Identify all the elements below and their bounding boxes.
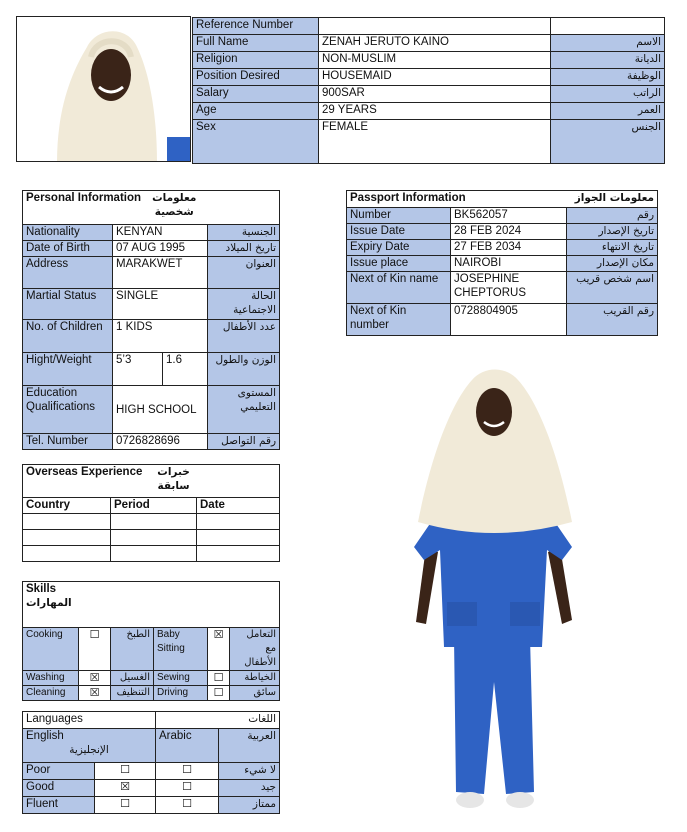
arabic-label: Arabic [156, 729, 219, 763]
skills-title: Skills [26, 583, 57, 595]
skill-cooking-checkbox[interactable]: ☐ [79, 628, 111, 671]
passport-number-ar: رقم [567, 208, 658, 224]
kin-number-label: Next of Kin number [347, 304, 451, 336]
table-row [23, 320, 280, 353]
table-row [23, 628, 280, 671]
sex-label: Sex [193, 120, 319, 164]
period-header: Period [111, 498, 197, 514]
portrait-photo [16, 16, 191, 162]
skills-header [23, 582, 280, 628]
arabic-fluent-checkbox[interactable]: ☐ [156, 797, 219, 814]
overseas-table [22, 464, 280, 562]
table-row [23, 763, 280, 780]
country-header: Country [23, 498, 111, 514]
languages-title-ar: اللغات [156, 712, 280, 729]
english-fluent-checkbox[interactable]: ☐ [95, 797, 156, 814]
height-weight-ar: الوزن والطول [208, 353, 280, 386]
passport-number-label: Number [347, 208, 451, 224]
nationality-value: KENYAN [113, 225, 208, 241]
education-value: HIGH SCHOOL [113, 386, 208, 434]
date-header: Date [197, 498, 280, 514]
table-row [193, 69, 665, 86]
table-row [23, 546, 280, 562]
sex-ar: الجنس [551, 120, 665, 164]
table-row [193, 86, 665, 103]
table-row [347, 272, 658, 304]
passport-header [347, 191, 658, 208]
level-good-label: Good [23, 780, 95, 797]
address-value: MARAKWET [113, 257, 208, 289]
table-row [347, 224, 658, 240]
issue-place-label: Issue place [347, 256, 451, 272]
age-ar: العمر [551, 103, 665, 120]
passport-title-ar: معلومات الجواز [574, 192, 655, 204]
issue-date-label: Issue Date [347, 224, 451, 240]
table-row [23, 729, 280, 763]
table-row [193, 52, 665, 69]
position-label: Position Desired [193, 69, 319, 86]
address-label: Address [23, 257, 113, 289]
arabic-poor-checkbox[interactable]: ☐ [156, 763, 219, 780]
overseas-title: Overseas Experience [26, 466, 143, 478]
table-row [23, 797, 280, 814]
nationality-label: Nationality [23, 225, 113, 241]
level-fluent-ar: ممتاز [219, 797, 280, 814]
english-label: English [26, 730, 64, 742]
religion-label: Religion [193, 52, 319, 69]
dob-label: Date of Birth [23, 241, 113, 257]
expiry-date-ar: تاريخ الانتهاء [567, 240, 658, 256]
full-name-label: Full Name [193, 35, 319, 52]
table-row [347, 208, 658, 224]
languages-title: Languages [23, 712, 156, 729]
table-row [23, 514, 280, 530]
skill-sewing-ar: الخياطة [230, 671, 280, 686]
skill-babysitting-ar: التعامل مع الأطفال [230, 628, 280, 671]
age-value: 29 YEARS [319, 103, 551, 120]
dob-ar: تاريخ الميلاد [208, 241, 280, 257]
personal-title: Personal Information [26, 192, 142, 204]
table-row [23, 530, 280, 546]
skill-cleaning-checkbox[interactable]: ☒ [79, 686, 111, 701]
education-ar: المستوى التعليمي [208, 386, 280, 434]
table-row [347, 191, 658, 208]
skill-sewing-label: Sewing [154, 671, 208, 686]
portrait-image [17, 17, 191, 162]
full-name-ar: الاسم [551, 35, 665, 52]
table-row [23, 498, 280, 514]
reference-value [319, 18, 551, 35]
english-good-checkbox[interactable]: ☒ [95, 780, 156, 797]
overseas-header [23, 465, 280, 498]
salary-label: Salary [193, 86, 319, 103]
table-row [193, 35, 665, 52]
sex-value: FEMALE [319, 120, 551, 164]
passport-title: Passport Information [350, 192, 466, 204]
overseas-title-ar: خبرات سابقة [157, 466, 190, 492]
table-row [23, 712, 280, 729]
religion-ar: الديانة [551, 52, 665, 69]
table-row [193, 103, 665, 120]
skill-washing-label: Washing [23, 671, 79, 686]
table-row [23, 225, 280, 241]
top-info-table [192, 17, 665, 164]
expiry-date-label: Expiry Date [347, 240, 451, 256]
level-poor-label: Poor [23, 763, 95, 780]
position-value: HOUSEMAID [319, 69, 551, 86]
table-row [23, 780, 280, 797]
table-row [23, 289, 280, 320]
table-row [23, 434, 280, 450]
nationality-ar: الجنسية [208, 225, 280, 241]
skill-cooking-ar: الطبخ [111, 628, 154, 671]
reference-ar [551, 18, 665, 35]
skill-cleaning-ar: التنظيف [111, 686, 154, 701]
skill-cooking-label: Cooking [23, 628, 79, 671]
skill-washing-ar: الغسيل [111, 671, 154, 686]
height-weight-label: Hight/Weight [23, 353, 113, 386]
full-body-photo [402, 362, 584, 812]
skill-driving-checkbox[interactable]: ☐ [208, 686, 230, 701]
table-row [347, 256, 658, 272]
skill-washing-checkbox[interactable]: ☒ [79, 671, 111, 686]
arabic-ar: العربية [219, 729, 280, 763]
kin-number-value: 0728804905 [451, 304, 567, 336]
table-row [23, 686, 280, 701]
skill-babysitting-checkbox[interactable]: ☒ [208, 628, 230, 671]
salary-value: 900SAR [319, 86, 551, 103]
children-label: No. of Children [23, 320, 113, 353]
issue-place-value: NAIROBI [451, 256, 567, 272]
table-row [23, 582, 280, 628]
passport-info-table [346, 190, 658, 336]
level-poor-ar: لا شيء [219, 763, 280, 780]
table-row [23, 671, 280, 686]
height-value: 5’3 [113, 353, 163, 386]
marital-value: SINGLE [113, 289, 208, 320]
table-row [23, 465, 280, 498]
weight-value: 1.6 [163, 353, 208, 386]
level-fluent-label: Fluent [23, 797, 95, 814]
kin-name-value: JOSEPHINE CHEPTORUS [451, 272, 567, 304]
education-label: Education Qualifications [23, 386, 113, 434]
skills-table [22, 581, 280, 701]
issue-date-value: 28 FEB 2024 [451, 224, 567, 240]
table-row [23, 257, 280, 289]
issue-date-ar: تاريخ الإصدار [567, 224, 658, 240]
age-label: Age [193, 103, 319, 120]
dob-value: 07 AUG 1995 [113, 241, 208, 257]
kin-name-ar: اسم شخص قريب [567, 272, 658, 304]
personal-title-ar: معلومات شخصية [152, 192, 197, 218]
salary-ar: الراتب [551, 86, 665, 103]
english-header [23, 729, 156, 763]
skills-title-ar: المهارات [26, 597, 72, 609]
table-row [23, 241, 280, 257]
table-row [23, 353, 280, 386]
position-ar: الوظيفة [551, 69, 665, 86]
table-row [23, 386, 280, 434]
skill-driving-label: Driving [154, 686, 208, 701]
tel-ar: رقم التواصل [208, 434, 280, 450]
skill-driving-ar: سائق [230, 686, 280, 701]
english-poor-checkbox[interactable]: ☐ [95, 763, 156, 780]
kin-number-ar: رقم القريب [567, 304, 658, 336]
children-value: 1 KIDS [113, 320, 208, 353]
skill-cleaning-label: Cleaning [23, 686, 79, 701]
full-body-image [402, 362, 584, 812]
english-ar: الإنجليزية [69, 744, 109, 756]
table-row [347, 240, 658, 256]
personal-info-table [22, 190, 280, 450]
table-row [23, 191, 280, 225]
full-name-value: ZENAH JERUTO KAINO [319, 35, 551, 52]
marital-label: Martial Status [23, 289, 113, 320]
tel-label: Tel. Number [23, 434, 113, 450]
expiry-date-value: 27 FEB 2034 [451, 240, 567, 256]
table-row [193, 18, 665, 35]
tel-value: 0726828696 [113, 434, 208, 450]
table-row [193, 120, 665, 164]
religion-value: NON-MUSLIM [319, 52, 551, 69]
marital-ar: الحالة الاجتماعية [208, 289, 280, 320]
reference-label: Reference Number [193, 18, 319, 35]
personal-header [23, 191, 280, 225]
skill-sewing-checkbox[interactable]: ☐ [208, 671, 230, 686]
children-ar: عدد الأطفال [208, 320, 280, 353]
address-ar: العنوان [208, 257, 280, 289]
passport-number-value: BK562057 [451, 208, 567, 224]
level-good-ar: جيد [219, 780, 280, 797]
table-row [347, 304, 658, 336]
issue-place-ar: مكان الإصدار [567, 256, 658, 272]
arabic-good-checkbox[interactable]: ☐ [156, 780, 219, 797]
skill-babysitting-label: Baby Sitting [154, 628, 208, 671]
languages-table [22, 711, 280, 814]
kin-name-label: Next of Kin name [347, 272, 451, 304]
